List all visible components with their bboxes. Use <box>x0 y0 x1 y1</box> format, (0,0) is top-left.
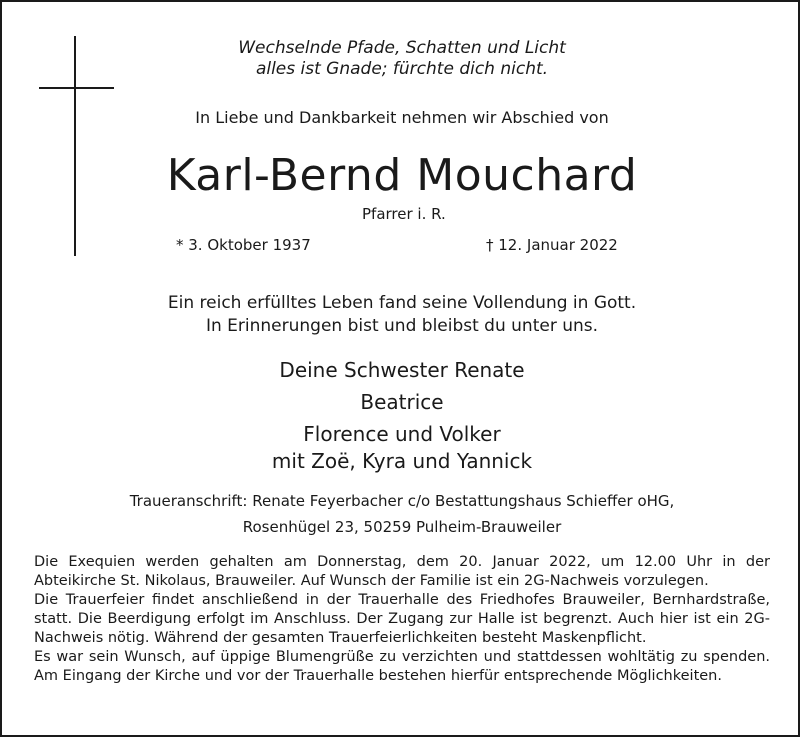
address-line-2: Rosenhügel 23, 50259 Pulheim-Brauweiler <box>242 518 562 536</box>
address-line-1: Traueranschrift: Renate Feyerbacher c/o Bestattungshaus Schieffer oHG, <box>129 492 675 510</box>
deceased-name: Karl-Bernd Mouchard <box>166 150 638 201</box>
paragraph-exequies: Die Exequien werden gehalten am Donnerstag, dem 20. Januar 2022, um 12.00 Uhr in der Abteikirche St. Nikolaus, Brauweiler. Auf Wunsch der Familie ist ein 2G-Nachweis vorzulegen. <box>34 554 770 589</box>
family-member: Deine Schwester Renate <box>279 358 525 382</box>
family-member: mit Zoë, Kyra und Yannick <box>271 449 533 473</box>
death-date: † 12. Januar 2022 <box>486 236 618 254</box>
deceased-title: Pfarrer i. R. <box>362 205 446 223</box>
motto <box>2 38 800 80</box>
intro-text: In Liebe und Dankbarkeit nehmen wir Abschied von <box>195 108 609 127</box>
paragraph-wish: Es war sein Wunsch, auf üppige Blumengrüße zu verzichten und stattdessen wohltätig zu spenden. Am Eingang der Kirche und vor der Trauerhalle bestehen hierfür entsprechende Möglichkeiten. <box>34 649 770 684</box>
family-signature <box>2 357 800 475</box>
funeral-details <box>34 553 770 686</box>
motto-line-1: Wechselnde Pfade, Schatten und Licht <box>238 38 566 58</box>
cross-icon-horizontal <box>39 87 114 89</box>
motto-line-2: alles ist Gnade; fürchte dich nicht. <box>255 59 549 79</box>
family-member: Beatrice <box>360 390 444 414</box>
paragraph-ceremony: Die Trauerfeier findet anschließend in der Trauerhalle des Friedhofes Brauweiler, Bernhardstraße, statt. Die Beerdigung erfolgt im Anschluss. Der Zugang zur Halle ist begrenzt. Auch hier ist ein 2G-Nachweis nötig. Während der gesamten Trauerfeierlichkeiten besteht Maskenpflicht. <box>34 592 770 646</box>
birth-date: * 3. Oktober 1937 <box>176 236 311 254</box>
mourning-address <box>2 488 800 540</box>
verse-line-1: Ein reich erfülltes Leben fand seine Vollendung in Gott. <box>167 293 637 313</box>
family-member: Florence und Volker <box>303 422 501 446</box>
verse-line-2: In Erinnerungen bist und bleibst du unter uns. <box>205 316 599 336</box>
verse <box>2 292 800 338</box>
